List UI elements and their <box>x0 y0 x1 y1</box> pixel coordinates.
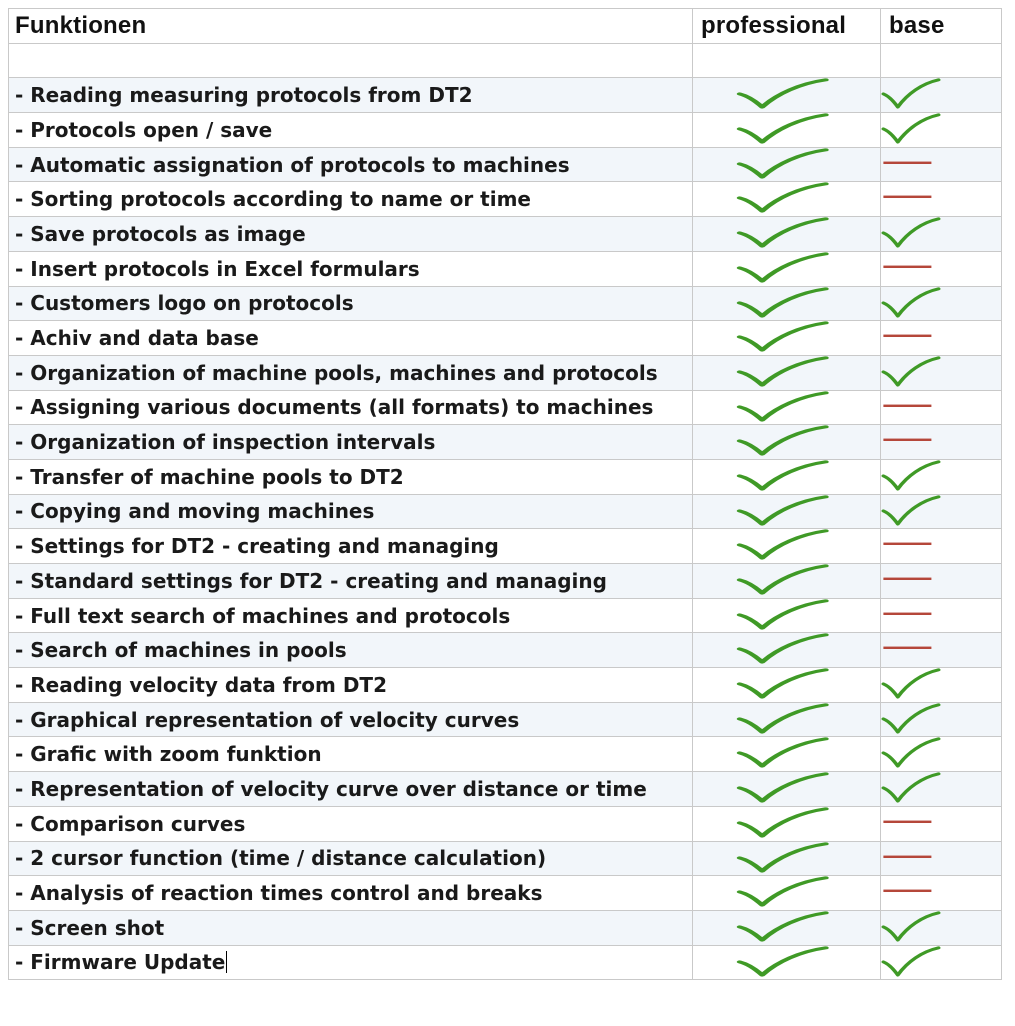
table-row <box>9 390 1002 425</box>
checkmark-icon <box>693 252 880 286</box>
table-row <box>9 876 1002 911</box>
table-row <box>9 113 1002 148</box>
base-cell <box>881 251 1002 286</box>
professional-cell <box>693 668 881 703</box>
table-row <box>9 598 1002 633</box>
base-cell <box>881 910 1002 945</box>
base-cell <box>881 113 1002 148</box>
professional-cell <box>693 355 881 390</box>
feature-label: - Achiv and data base <box>9 321 693 356</box>
base-cell <box>881 806 1002 841</box>
table-row <box>9 459 1002 494</box>
dash-icon <box>881 148 1001 182</box>
feature-comparison-table <box>8 8 1002 980</box>
header-row <box>9 9 1002 44</box>
table-row <box>9 737 1002 772</box>
professional-cell <box>693 113 881 148</box>
base-cell <box>881 321 1002 356</box>
feature-label: - Organization of machine pools, machines and protocols <box>9 355 693 390</box>
professional-cell <box>693 737 881 772</box>
checkmark-icon <box>693 391 880 425</box>
professional-cell <box>693 564 881 599</box>
base-cell <box>881 494 1002 529</box>
feature-label: - Sorting protocols according to name or time <box>9 182 693 217</box>
feature-label: - Screen shot <box>9 910 693 945</box>
professional-cell <box>693 390 881 425</box>
table-row <box>9 147 1002 182</box>
professional-cell <box>693 217 881 252</box>
base-cell <box>881 390 1002 425</box>
checkmark-icon <box>881 703 1001 737</box>
table-row <box>9 806 1002 841</box>
dash-icon <box>881 529 1001 563</box>
checkmark-icon <box>693 599 880 633</box>
spacer-row <box>9 43 1002 78</box>
professional-cell <box>693 806 881 841</box>
checkmark-icon <box>881 737 1001 771</box>
professional-cell <box>693 321 881 356</box>
table-row <box>9 910 1002 945</box>
base-cell <box>881 702 1002 737</box>
professional-cell <box>693 633 881 668</box>
base-cell <box>881 529 1002 564</box>
checkmark-icon <box>881 217 1001 251</box>
checkmark-icon <box>693 703 880 737</box>
professional-cell <box>693 286 881 321</box>
feature-label: - 2 cursor function (time / distance calculation) <box>9 841 693 876</box>
professional-cell <box>693 945 881 980</box>
table-row <box>9 182 1002 217</box>
feature-label: - Grafic with zoom funktion <box>9 737 693 772</box>
checkmark-icon <box>693 807 880 841</box>
checkmark-icon <box>693 78 880 112</box>
checkmark-icon <box>693 148 880 182</box>
dash-icon <box>881 876 1001 910</box>
feature-label: - Customers logo on protocols <box>9 286 693 321</box>
base-cell <box>881 945 1002 980</box>
base-cell <box>881 737 1002 772</box>
professional-cell <box>693 147 881 182</box>
checkmark-icon <box>693 772 880 806</box>
professional-cell <box>693 459 881 494</box>
table-row <box>9 702 1002 737</box>
feature-label: - Automatic assignation of protocols to machines <box>9 147 693 182</box>
checkmark-icon <box>881 911 1001 945</box>
base-cell <box>881 425 1002 460</box>
professional-cell <box>693 251 881 286</box>
professional-cell <box>693 841 881 876</box>
table-row <box>9 633 1002 668</box>
checkmark-icon <box>693 113 880 147</box>
checkmark-icon <box>881 495 1001 529</box>
table-row <box>9 286 1002 321</box>
checkmark-icon <box>693 529 880 563</box>
professional-cell <box>693 78 881 113</box>
dash-icon <box>881 391 1001 425</box>
feature-label: - Copying and moving machines <box>9 494 693 529</box>
base-cell <box>881 772 1002 807</box>
checkmark-icon <box>693 842 880 876</box>
checkmark-icon <box>881 356 1001 390</box>
feature-label: - Transfer of machine pools to DT2 <box>9 459 693 494</box>
base-cell <box>881 78 1002 113</box>
base-cell <box>881 147 1002 182</box>
table-row <box>9 251 1002 286</box>
dash-icon <box>881 182 1001 216</box>
feature-label: - Representation of velocity curve over distance or time <box>9 772 693 807</box>
table-row <box>9 564 1002 599</box>
checkmark-icon <box>693 425 880 459</box>
checkmark-icon <box>693 564 880 598</box>
table-row <box>9 841 1002 876</box>
table-row <box>9 78 1002 113</box>
spacer-cell <box>881 43 1002 78</box>
professional-cell <box>693 598 881 633</box>
header-feature: Funktionen <box>9 9 693 44</box>
dash-icon <box>881 842 1001 876</box>
feature-label: - Analysis of reaction times control and breaks <box>9 876 693 911</box>
dash-icon <box>881 252 1001 286</box>
dash-icon <box>881 807 1001 841</box>
header-professional: professional <box>693 9 881 44</box>
feature-label: - Search of machines in pools <box>9 633 693 668</box>
base-cell <box>881 182 1002 217</box>
spacer-cell <box>9 43 693 78</box>
text-cursor <box>226 951 227 973</box>
checkmark-icon <box>693 633 880 667</box>
checkmark-icon <box>881 946 1001 980</box>
base-cell <box>881 564 1002 599</box>
checkmark-icon <box>881 460 1001 494</box>
dash-icon <box>881 564 1001 598</box>
professional-cell <box>693 702 881 737</box>
checkmark-icon <box>881 287 1001 321</box>
table-row <box>9 494 1002 529</box>
checkmark-icon <box>881 78 1001 112</box>
feature-label: - Save protocols as image <box>9 217 693 252</box>
checkmark-icon <box>693 495 880 529</box>
professional-cell <box>693 910 881 945</box>
feature-label: - Graphical representation of velocity curves <box>9 702 693 737</box>
checkmark-icon <box>693 876 880 910</box>
professional-cell <box>693 529 881 564</box>
professional-cell <box>693 182 881 217</box>
base-cell <box>881 841 1002 876</box>
base-cell <box>881 459 1002 494</box>
base-cell <box>881 355 1002 390</box>
checkmark-icon <box>881 113 1001 147</box>
table-row <box>9 217 1002 252</box>
checkmark-icon <box>693 946 880 980</box>
checkmark-icon <box>693 321 880 355</box>
checkmark-icon <box>693 287 880 321</box>
dash-icon <box>881 425 1001 459</box>
checkmark-icon <box>693 737 880 771</box>
checkmark-icon <box>693 356 880 390</box>
feature-label: - Reading velocity data from DT2 <box>9 668 693 703</box>
feature-label: - Organization of inspection intervals <box>9 425 693 460</box>
dash-icon <box>881 633 1001 667</box>
professional-cell <box>693 876 881 911</box>
header-base: base <box>881 9 1002 44</box>
feature-label: - Protocols open / save <box>9 113 693 148</box>
feature-label: - Insert protocols in Excel formulars <box>9 251 693 286</box>
professional-cell <box>693 494 881 529</box>
feature-label: - Comparison curves <box>9 806 693 841</box>
base-cell <box>881 217 1002 252</box>
table-row <box>9 529 1002 564</box>
feature-label: - Standard settings for DT2 - creating and managing <box>9 564 693 599</box>
table-row <box>9 945 1002 980</box>
dash-icon <box>881 599 1001 633</box>
feature-label: - Settings for DT2 - creating and managing <box>9 529 693 564</box>
base-cell <box>881 286 1002 321</box>
table-row <box>9 425 1002 460</box>
checkmark-icon <box>693 460 880 494</box>
checkmark-icon <box>693 217 880 251</box>
professional-cell <box>693 772 881 807</box>
professional-cell <box>693 425 881 460</box>
dash-icon <box>881 321 1001 355</box>
base-cell <box>881 876 1002 911</box>
checkmark-icon <box>693 182 880 216</box>
table-row <box>9 772 1002 807</box>
feature-label: - Assigning various documents (all formats) to machines <box>9 390 693 425</box>
feature-label: - Reading measuring protocols from DT2 <box>9 78 693 113</box>
checkmark-icon <box>881 668 1001 702</box>
feature-label: - Full text search of machines and protocols <box>9 598 693 633</box>
base-cell <box>881 598 1002 633</box>
table-row <box>9 355 1002 390</box>
table-row <box>9 321 1002 356</box>
checkmark-icon <box>693 911 880 945</box>
base-cell <box>881 668 1002 703</box>
spacer-cell <box>693 43 881 78</box>
base-cell <box>881 633 1002 668</box>
checkmark-icon <box>881 772 1001 806</box>
checkmark-icon <box>693 668 880 702</box>
feature-label: - Firmware Update <box>9 945 693 980</box>
table-row <box>9 668 1002 703</box>
